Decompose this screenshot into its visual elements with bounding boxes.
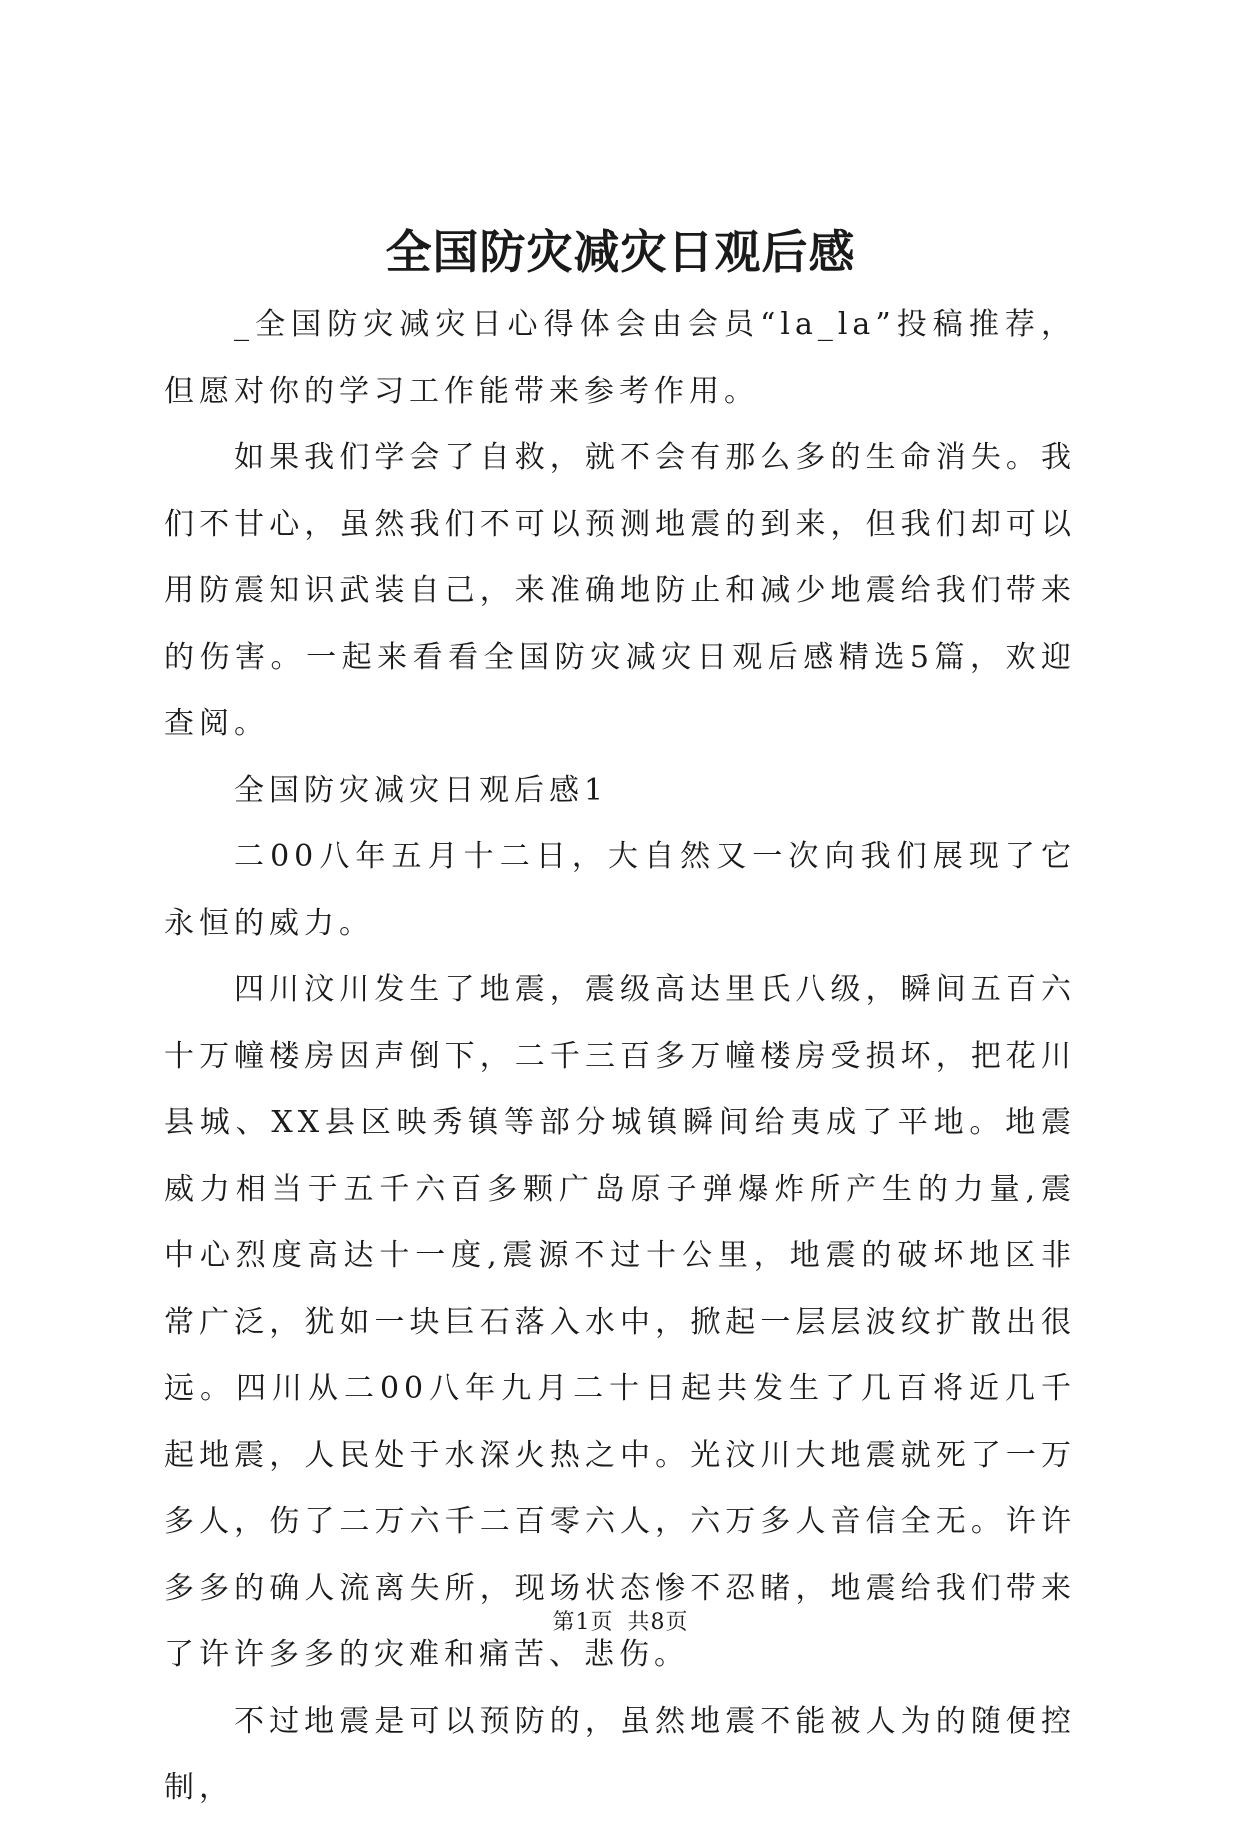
body-paragraph: 二00八年五月十二日，大自然又一次向我们展现了它永恒的威力。 <box>164 839 1076 941</box>
body-paragraph: 四川汶川发生了地震，震级高达里氏八级，瞬间五百六十万幢楼房因声倒下，二千三百多万幢楼房受损坏，把花川县城、XX县区映秀镇等部分城镇瞬间给夷成了平地。地震威力相当于五千六百多颗广岛原子弹爆炸所产生的力量,震中心烈度高达十一度,震源不过十公里，地震的破坏地区非常广泛，犹如一块巨石落入水中，掀起一层层波纹扩散出很远。四川从二00八年九月二十日起共发生了几百将近几千起地震，人民处于水深火热之中。光汶川大地震就死了一万多人，伤了二万六千二百零六人，六万多人音信全无。许许多多的确人流离失所，现场状态惨不忍睹，地震给我们带来了许许多多的灾难和痛苦、悲伤。 <box>164 972 1076 1672</box>
document-body <box>164 292 1076 1822</box>
section-heading: 全国防灾减灾日观后感1 <box>234 772 609 808</box>
summary-paragraph: 如果我们学会了自救，就不会有那么多的生命消失。我们不甘心，虽然我们不可以预测地震的到来，但我们却可以用防震知识武装自己，来准确地防止和减少地震给我们带来的伤害。一起来看看全国防灾减灾日观后感精选5篇，欢迎查阅。 <box>164 440 1076 741</box>
page-footer <box>0 1608 1241 1638</box>
document-title: 全国防灾减灾日观后感 <box>385 225 856 279</box>
page-total: 共8页 <box>627 1610 689 1635</box>
intro-paragraph: _全国防灾减灾日心得体会由会员“la_la”投稿推荐，但愿对你的学习工作能带来参考作用。 <box>164 307 1076 409</box>
page-number: 第1页 <box>552 1610 614 1635</box>
body-paragraph: 不过地震是可以预防的，虽然地震不能被人为的随便控制， <box>164 1703 1076 1805</box>
